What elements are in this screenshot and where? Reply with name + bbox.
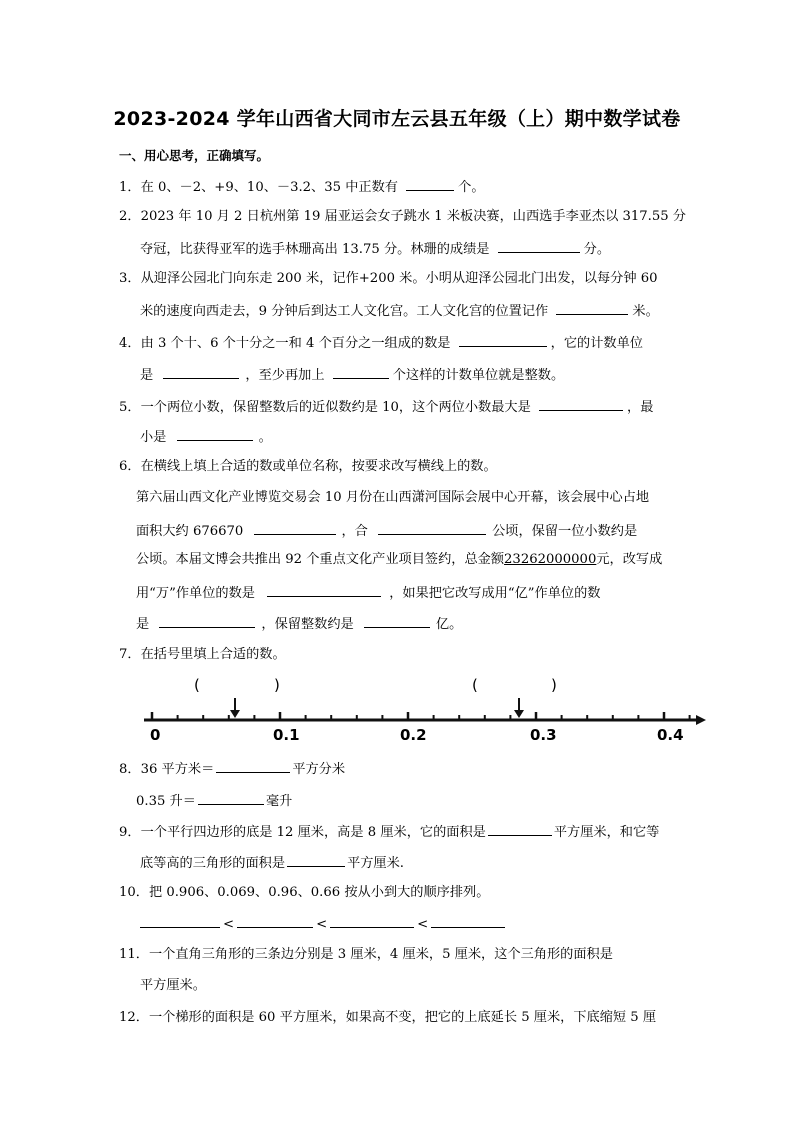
question-3-line-1: 3．从迎泽公园北门向东走 200 米，记作+200 米。小明从迎泽公园北门出发，以每分钟 60: [119, 271, 658, 286]
tick-label-0-2: 0.2: [400, 726, 427, 744]
question-10-order: < < <: [140, 913, 505, 934]
question-4-line-1: 4．由 3 个十、6 个十分之一和 4 个百分之一组成的数是 ，它的计数单位: [119, 332, 643, 353]
answer-blank[interactable]: [159, 613, 255, 628]
question-2-line-2: 夺冠，比获得亚军的选手林珊高出 13.75 分。林珊的成绩是 分。: [140, 238, 610, 259]
answer-blank[interactable]: [406, 176, 454, 191]
page-title: 2023-2024 学年山西省大同市左云县五年级（上）期中数学试卷: [113, 108, 681, 130]
answer-blank[interactable]: [378, 520, 486, 535]
answer-blank[interactable]: [287, 852, 345, 867]
down-arrow-icon: [230, 698, 240, 718]
answer-blank[interactable]: [459, 332, 547, 347]
question-10-line-1: 10．把 0.906、0.069、0.96、0.66 按从小到大的顺序排列。: [119, 885, 490, 900]
question-9-line-1: 9．一个平行四边形的底是 12 厘米，高是 8 厘米，它的面积是 平方厘米，和它等: [119, 821, 659, 842]
answer-blank[interactable]: [140, 913, 220, 928]
number-line: [140, 672, 710, 748]
answer-blank[interactable]: [364, 613, 430, 628]
question-3-line-2: 米的速度向西走去，9 分钟后到达工人文化宫。工人文化宫的位置记作 米。: [140, 300, 659, 321]
answer-blank[interactable]: [431, 913, 505, 928]
answer-blank[interactable]: [267, 582, 381, 597]
answer-blank[interactable]: [539, 396, 623, 411]
question-7: 7．在括号里填上合适的数。: [119, 647, 286, 662]
paren-close: ): [551, 676, 557, 694]
answer-blank[interactable]: [333, 364, 389, 379]
question-2-line-1: 2．2023 年 10 月 2 日杭州第 19 届亚运会女子跳水 1 米板决赛，山西选手李亚杰以 317.55 分: [119, 209, 686, 224]
answer-blank[interactable]: [198, 790, 264, 805]
question-6-line-1: 6．在横线上填上合适的数或单位名称，按要求改写横线上的数。: [119, 459, 497, 474]
paren-open: (: [472, 676, 478, 694]
answer-blank-1[interactable]: [212, 680, 266, 696]
answer-blank[interactable]: [488, 821, 552, 836]
question-8-line-1: 8．36 平方米＝ 平方分米: [119, 758, 345, 779]
question-5-line-1: 5．一个两位小数，保留整数后的近似数约是 10，这个两位小数最大是 ，最: [119, 396, 653, 417]
question-9-line-2: 底等高的三角形的面积是 平方厘米.: [140, 852, 404, 873]
down-arrow-icon: [514, 698, 524, 718]
axis-arrow-icon: [696, 715, 706, 725]
tick-label-0: 0: [150, 726, 161, 744]
answer-blank[interactable]: [330, 913, 414, 928]
tick-label-0-4: 0.4: [657, 726, 684, 744]
answer-blank[interactable]: [177, 426, 253, 441]
answer-blank[interactable]: [216, 758, 290, 773]
question-11-line-1: 11．一个直角三角形的三条边分别是 3 厘米，4 厘米，5 厘米，这个三角形的面积是: [119, 947, 613, 962]
answer-blank[interactable]: [237, 913, 313, 928]
question-6-para-4: 用“万”作单位的数是 ，如果把它改写成用“亿”作单位的数: [136, 582, 600, 603]
question-8-line-2: 0.35 升＝ 毫升: [136, 790, 292, 811]
question-6-para-1: 第六届山西文化产业博览交易会 10 月份在山西潇河国际会展中心开幕，该会展中心占地: [136, 490, 650, 505]
question-6-para-3: 公顷。本届文博会共推出 92 个重点文化产业项目签约，总金额23262000000元，改写成: [136, 552, 663, 567]
answer-blank[interactable]: [498, 238, 580, 253]
section-heading: 一、用心思考，正确填写。: [119, 148, 270, 163]
answer-blank[interactable]: [254, 520, 336, 535]
answer-blank[interactable]: [556, 300, 628, 315]
question-1: 1．在 0、－2、+9、10、－3.2、35 中正数有 个。: [119, 176, 485, 197]
question-6-para-5: 是 ，保留整数约是 亿。: [136, 613, 462, 634]
answer-blank[interactable]: [163, 364, 239, 379]
answer-blank-2[interactable]: [490, 680, 544, 696]
question-5-line-2: 小是 。: [140, 426, 272, 447]
question-6-para-2: 面积大约 676670 ，合 公顷，保留一位小数约是: [136, 520, 637, 541]
question-12-line-1: 12．一个梯形的面积是 60 平方厘米，如果高不变，把它的上底延长 5 厘米，下底缩短 5 厘: [119, 1010, 657, 1025]
question-4-line-2: 是 ，至少再加上 个这样的计数单位就是整数。: [140, 364, 564, 385]
tick-label-0-1: 0.1: [273, 726, 300, 744]
paren-open: (: [194, 676, 200, 694]
question-11-line-2: 平方厘米。: [140, 978, 206, 993]
paren-close: ): [274, 676, 280, 694]
tick-label-0-3: 0.3: [530, 726, 557, 744]
